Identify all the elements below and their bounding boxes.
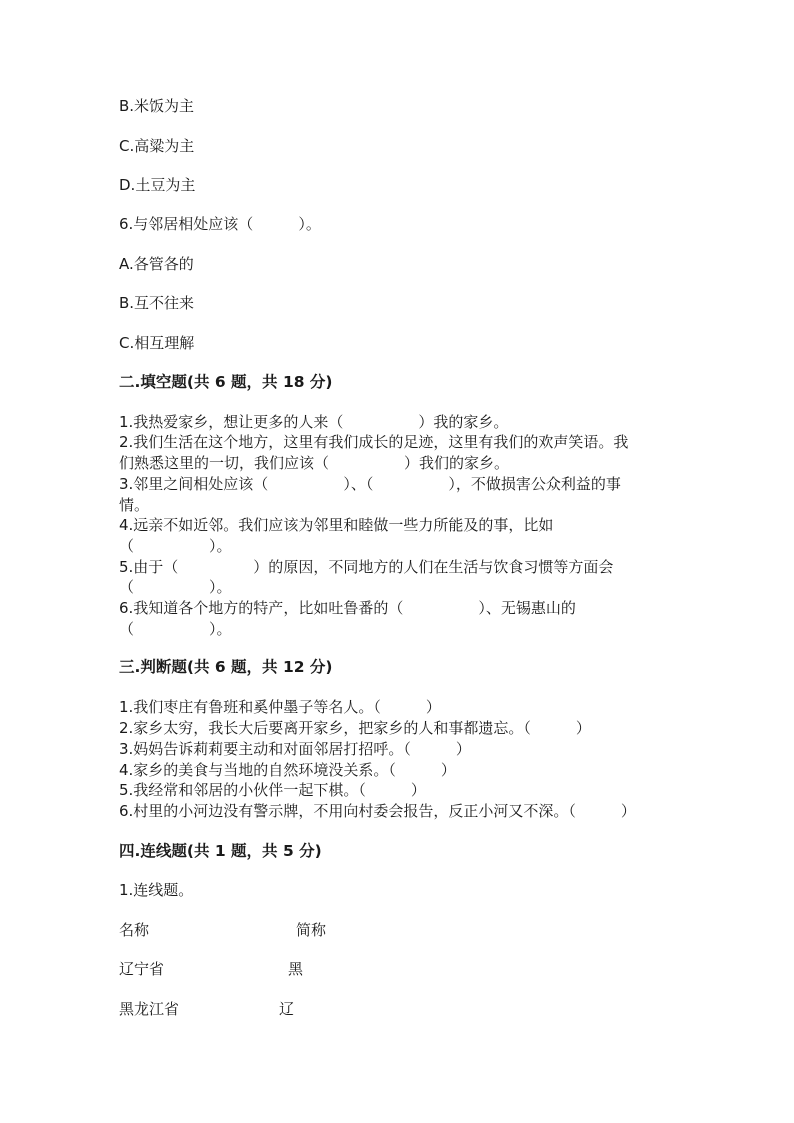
fill-line: 6.我知道各个地方的特产，比如吐鲁番的（ ）、无锡惠山的 [119, 599, 576, 617]
section-3-title: 三.判断题(共 6 题，共 12 分) [119, 658, 333, 676]
q5-option-d: D.土豆为主 [119, 176, 196, 194]
match-header-abbr: 简称 [296, 921, 327, 939]
fill-line: 情。 [119, 496, 150, 514]
q6-option-b: B.互不往来 [119, 294, 195, 312]
judge-line: 2.家乡太穷，我长大后要离开家乡，把家乡的人和事都遗忘。（ ） [119, 719, 591, 737]
fill-line: （ ）。 [119, 578, 232, 596]
section-4-title: 四.连线题(共 1 题，共 5 分) [119, 842, 322, 860]
match-abbr: 黑 [288, 960, 304, 978]
match-header-name: 名称 [119, 921, 150, 939]
judge-line: 4.家乡的美食与当地的自然环境没关系。（ ） [119, 761, 456, 779]
fill-line: 们熟悉这里的一切，我们应该（ ）我们的家乡。 [119, 454, 510, 472]
match-question: 1.连线题。 [119, 881, 194, 899]
match-name: 黑龙江省 [119, 1000, 180, 1018]
fill-line: （ ）。 [119, 537, 232, 555]
q6-stem: 6.与邻居相处应该（ ）。 [119, 215, 321, 233]
section-2-title: 二.填空题(共 6 题，共 18 分) [119, 373, 333, 391]
q5-option-c: C.高粱为主 [119, 137, 195, 155]
q6-option-a: A.各管各的 [119, 255, 194, 273]
judge-line: 3.妈妈告诉莉莉要主动和对面邻居打招呼。（ ） [119, 740, 471, 758]
fill-line: （ ）。 [119, 620, 232, 638]
match-name: 辽宁省 [119, 960, 165, 978]
judge-line: 6.村里的小河边没有警示牌，不用向村委会报告，反正小河又不深。（ ） [119, 802, 636, 820]
fill-line: 2.我们生活在这个地方，这里有我们成长的足迹，这里有我们的欢声笑语。我 [119, 433, 629, 451]
fill-line: 5.由于（ ）的原因，不同地方的人们在生活与饮食习惯等方面会 [119, 558, 614, 576]
fill-line: 3.邻里之间相处应该（ ）、（ ），不做损害公众利益的事 [119, 475, 621, 493]
match-abbr: 辽 [279, 1000, 295, 1018]
fill-line: 1.我热爱家乡，想让更多的人来（ ）我的家乡。 [119, 413, 509, 431]
q5-option-b: B.米饭为主 [119, 97, 195, 115]
judge-line: 5.我经常和邻居的小伙伴一起下棋。（ ） [119, 781, 426, 799]
fill-line: 4.远亲不如近邻。我们应该为邻里和睦做一些力所能及的事，比如 [119, 516, 554, 534]
q6-option-c: C.相互理解 [119, 334, 195, 352]
judge-line: 1.我们枣庄有鲁班和奚仲墨子等名人。（ ） [119, 698, 441, 716]
